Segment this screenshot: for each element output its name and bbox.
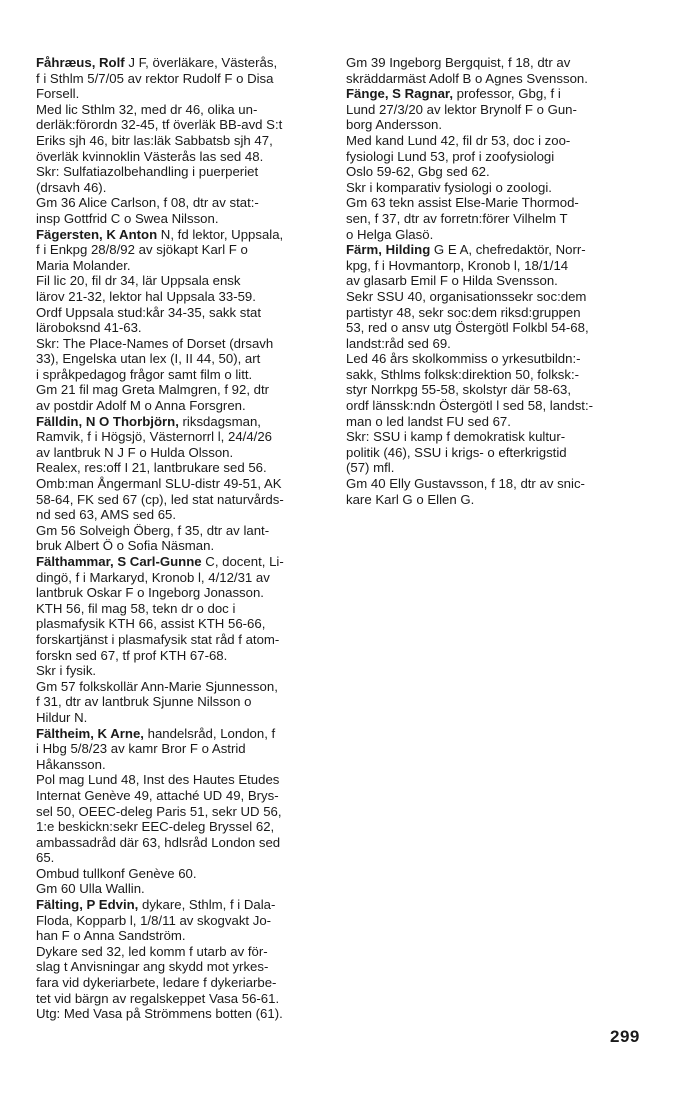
entry-heading-line bbox=[36, 414, 336, 430]
entry-name: Fälldin, N O Thorbjörn, bbox=[36, 413, 179, 429]
entry-line: forskn sed 67, tf prof KTH 67-68. bbox=[36, 647, 228, 663]
entry-line: Fil lic 20, fil dr 34, lär Uppsala ensk bbox=[36, 273, 241, 289]
entry-line: styr Norrkpg 55-58, skolstyr där 58-63, bbox=[346, 382, 572, 398]
entry-line: ambassadråd där 63, hdlsråd London sed bbox=[36, 834, 281, 850]
entry-line: Ramvik, f i Högsjö, Västernorrl l, 24/4/26 bbox=[36, 429, 273, 445]
entry-heading-text: G E A, chefredaktör, Norr- bbox=[430, 242, 586, 258]
entry-line: Lund 27/3/20 av lektor Brynolf F o Gun- bbox=[346, 101, 577, 117]
entry-line: Gm 36 Alice Carlson, f 08, dtr av stat:- bbox=[36, 195, 259, 211]
entry-line: Floda, Kopparb l, 1/8/11 av skogvakt Jo- bbox=[36, 912, 272, 928]
entry-line: bruk Albert Ö o Sofia Näsman. bbox=[36, 538, 215, 554]
entry-heading-text: riksdagsman, bbox=[178, 413, 261, 429]
entry-heading-text: J F, överläkare, Västerås, bbox=[124, 55, 278, 70]
entry-line: nd sed 63, AMS sed 65. bbox=[36, 507, 177, 523]
entry-heading-line bbox=[36, 726, 336, 742]
entry-line: Skr: SSU i kamp f demokratisk kultur- bbox=[346, 429, 566, 445]
entry-line: Gm 56 Solveigh Öberg, f 35, dtr av lant- bbox=[36, 522, 270, 538]
entry-line: partistyr 48, sekr soc:dem riksd:gruppen bbox=[346, 304, 581, 320]
entry-line: Skr i fysik. bbox=[36, 663, 97, 679]
entry-line: kare Karl G o Ellen G. bbox=[346, 491, 475, 507]
entry-name: Fänge, S Ragnar, bbox=[346, 86, 453, 102]
entry-heading-text: N, fd lektor, Uppsala, bbox=[157, 226, 284, 242]
entry-line: 1:e beskickn:sekr EEC-deleg Bryssel 62, bbox=[36, 819, 275, 835]
entry-heading-line bbox=[346, 86, 640, 102]
biography-entry bbox=[36, 897, 336, 1022]
entry-line: o Helga Glasö. bbox=[346, 226, 434, 242]
entry-line: Internat Genève 49, attaché UD 49, Brys- bbox=[36, 787, 279, 803]
entry-line: forskartjänst i plasmafysik stat råd f atom- bbox=[36, 631, 280, 647]
biography-entry bbox=[346, 55, 640, 86]
entry-line: kpg, f i Hovmantorp, Kronob l, 18/1/14 bbox=[346, 257, 569, 273]
entry-line: Gm 21 fil mag Greta Malmgren, f 92, dtr bbox=[36, 382, 270, 398]
entry-name: Färm, Hilding bbox=[346, 242, 431, 258]
entry-line: Håkansson. bbox=[36, 756, 106, 772]
entry-line: Led 46 års skolkommiss o yrkesutbildn:- bbox=[346, 351, 581, 367]
entry-line: han F o Anna Sandström. bbox=[36, 928, 186, 944]
entry-line: Eriks sjh 46, bitr las:läk Sabbatsb sjh 47, bbox=[36, 132, 273, 148]
entry-line: Forsell. bbox=[36, 86, 80, 102]
entry-line: f i Enkpg 28/8/92 av sjökapt Karl F o bbox=[36, 242, 248, 258]
entry-name: Fältheim, K Arne, bbox=[36, 725, 144, 741]
entry-line: i språkpedagog frågor samt film o litt. bbox=[36, 366, 253, 382]
entry-line: slag t Anvisningar ang skydd mot yrkes- bbox=[36, 959, 269, 975]
entry-heading-line bbox=[36, 227, 336, 243]
left-column bbox=[36, 55, 336, 1022]
entry-line: Realex, res:off I 21, lantbrukare sed 56. bbox=[36, 460, 267, 476]
entry-line: dingö, f i Markaryd, Kronob l, 4/12/31 av bbox=[36, 569, 270, 585]
entry-name: Fälthammar, S Carl-Gunne bbox=[36, 554, 202, 569]
entry-line: man o led landst FU sed 67. bbox=[346, 413, 511, 429]
entry-heading-line bbox=[36, 554, 336, 570]
entry-line: lantbruk Oskar F o Ingeborg Jonasson. bbox=[36, 585, 264, 601]
entry-line: insp Gottfrid C o Swea Nilsson. bbox=[36, 210, 219, 226]
entry-line: derläk:förordn 32-45, tf överläk BB-avd S:t bbox=[36, 117, 283, 133]
entry-line: Gm 40 Elly Gustavsson, f 18, dtr av snic- bbox=[346, 476, 585, 492]
entry-line: fysiologi Lund 53, prof i zoofysiologi bbox=[346, 148, 555, 164]
entry-line: i Hbg 5/8/23 av kamr Bror F o Astrid bbox=[36, 741, 246, 757]
entry-name: Fälting, P Edvin, bbox=[36, 897, 139, 913]
entry-line: Gm 60 Ulla Wallin. bbox=[36, 881, 145, 897]
entry-line: Skr i komparativ fysiologi o zoologi. bbox=[346, 179, 552, 195]
entry-line: Skr: Sulfatiazolbehandling i puerperiet bbox=[36, 164, 259, 180]
entry-heading-text: handelsråd, London, f bbox=[143, 725, 276, 741]
entry-line: Ordf Uppsala stud:kår 34-35, sakk stat bbox=[36, 304, 262, 320]
entry-line: landst:råd sed 69. bbox=[346, 335, 451, 351]
entry-heading-line bbox=[346, 242, 640, 258]
entry-line: (drsavh 46). bbox=[36, 179, 107, 195]
entry-name: Fåhræus, Rolf bbox=[36, 55, 125, 70]
page-number: 299 bbox=[610, 1027, 640, 1046]
entry-line: Skr: The Place-Names of Dorset (drsavh bbox=[36, 335, 274, 351]
biography-entry bbox=[36, 726, 336, 898]
entry-line: Gm 39 Ingeborg Bergquist, f 18, dtr av bbox=[346, 55, 571, 70]
entry-line: Ombud tullkonf Genève 60. bbox=[36, 865, 197, 881]
entry-heading-line bbox=[36, 897, 336, 913]
entry-line: KTH 56, fil mag 58, tekn dr o doc i bbox=[36, 600, 236, 616]
entry-line: Maria Molander. bbox=[36, 257, 131, 273]
entry-line: av postdir Adolf M o Anna Forsgren. bbox=[36, 398, 246, 414]
entry-line: fara vid dykeriarbete, ledare f dykeriarbe- bbox=[36, 975, 277, 991]
entry-line: sakk, Sthlms folksk:direktion 50, folksk:- bbox=[346, 366, 580, 382]
entry-line: skräddarmäst Adolf B o Agnes Svensson. bbox=[346, 70, 588, 86]
entry-line: 33), Engelska utan lex (I, II 44, 50), art bbox=[36, 351, 261, 367]
entry-name: Fägersten, K Anton bbox=[36, 226, 158, 242]
entry-line: läroboksnd 41-63. bbox=[36, 320, 142, 336]
entry-line: sen, f 37, dtr av forretn:förer Vilhelm T bbox=[346, 210, 568, 226]
right-column bbox=[346, 55, 640, 507]
entry-line: politik (46), SSU i krigs- o efterkrigstid bbox=[346, 444, 567, 460]
entry-line: Dykare sed 32, led komm f utarb av för- bbox=[36, 943, 268, 959]
entry-line: sel 50, OEEC-deleg Paris 51, sekr UD 56, bbox=[36, 803, 282, 819]
entry-line: Sekr SSU 40, organisationssekr soc:dem bbox=[346, 288, 587, 304]
entry-line: borg Andersson. bbox=[346, 117, 443, 133]
entry-line: ordf länssk:ndn Östergötl l sed 58, landst:- bbox=[346, 398, 594, 414]
entry-heading-text: professor, Gbg, f i bbox=[453, 86, 561, 102]
entry-heading-text: C, docent, Li- bbox=[201, 554, 284, 569]
entry-line: Omb:man Ångermanl SLU-distr 49-51, AK bbox=[36, 476, 282, 492]
entry-line: Utg: Med Vasa på Strömmens botten (61). bbox=[36, 1006, 283, 1022]
biography-entry bbox=[36, 227, 336, 414]
entry-line: av glasarb Emil F o Hilda Svensson. bbox=[346, 273, 558, 289]
entry-line: Hildur N. bbox=[36, 709, 88, 725]
entry-line: Med kand Lund 42, fil dr 53, doc i zoo- bbox=[346, 132, 571, 148]
entry-line: av lantbruk N J F o Hulda Olsson. bbox=[36, 444, 234, 460]
entry-line: tet vid bärgn av regalskeppet Vasa 56-61. bbox=[36, 990, 280, 1006]
entry-line: Pol mag Lund 48, Inst des Hautes Etudes bbox=[36, 772, 280, 788]
biography-entry bbox=[346, 86, 640, 242]
entry-line: f i Sthlm 5/7/05 av rektor Rudolf F o Disa bbox=[36, 70, 274, 86]
entry-line: (57) mfl. bbox=[346, 460, 395, 476]
biography-entry bbox=[36, 55, 336, 227]
entry-line: 53, red o ansv utg Östergötl Folkbl 54-68, bbox=[346, 320, 589, 336]
biography-entry bbox=[36, 414, 336, 554]
entry-line: f 31, dtr av lantbruk Sjunne Nilsson o bbox=[36, 694, 252, 710]
entry-line: Med lic Sthlm 32, med dr 46, olika un- bbox=[36, 101, 258, 117]
entry-heading-line bbox=[36, 55, 336, 71]
entry-line: lärov 21-32, lektor hal Uppsala 33-59. bbox=[36, 288, 256, 304]
entry-line: Gm 63 tekn assist Else-Marie Thormod- bbox=[346, 195, 579, 211]
entry-line: Oslo 59-62, Gbg sed 62. bbox=[346, 164, 490, 180]
biography-entry bbox=[36, 554, 336, 726]
entry-heading-text: dykare, Sthlm, f i Dala- bbox=[138, 897, 276, 913]
biography-entry bbox=[346, 242, 640, 507]
entry-line: plasmafysik KTH 66, assist KTH 56-66, bbox=[36, 616, 266, 632]
entry-line: 65. bbox=[36, 850, 55, 866]
entry-line: överläk kvinnoklin Västerås las sed 48. bbox=[36, 148, 264, 164]
entry-line: Gm 57 folkskollär Ann-Marie Sjunnesson, bbox=[36, 678, 278, 694]
entry-line: 58-64, FK sed 67 (cp), led stat naturvårds- bbox=[36, 491, 284, 507]
